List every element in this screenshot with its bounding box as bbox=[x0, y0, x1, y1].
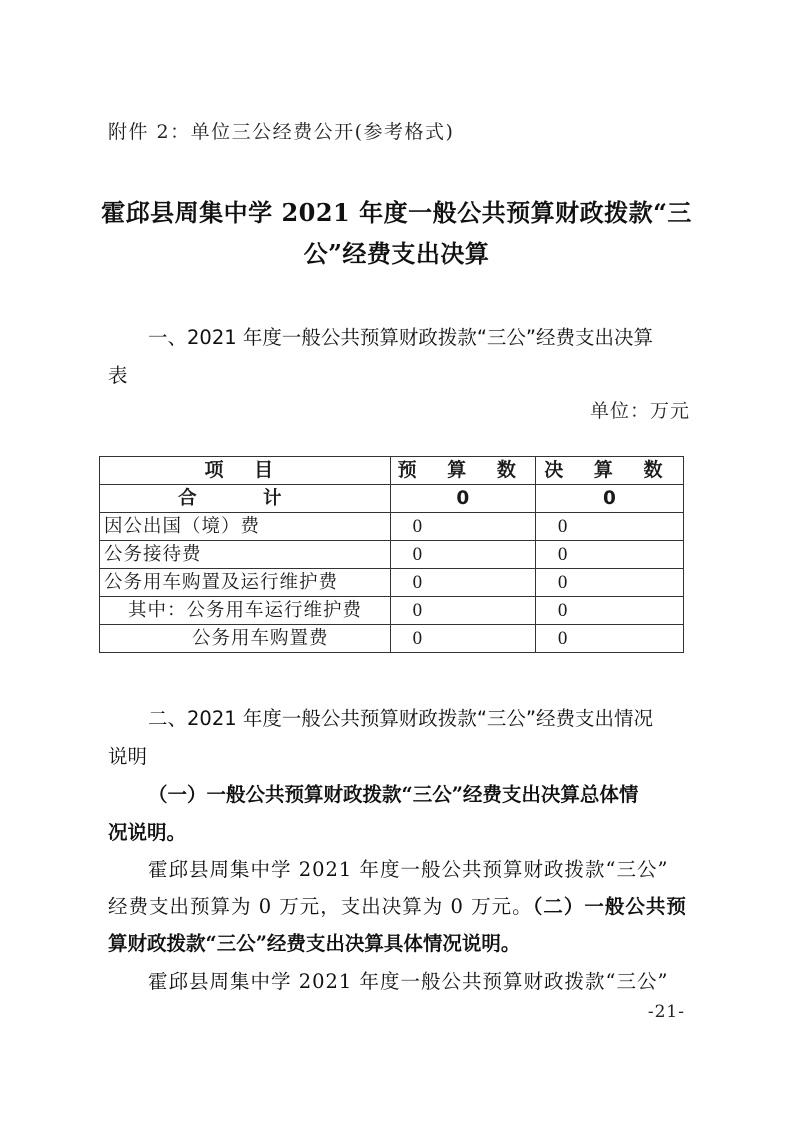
header-final: 决 算 数 bbox=[535, 457, 683, 485]
section1-heading-cont: 表 bbox=[108, 364, 128, 387]
row-budget: 0 bbox=[390, 625, 535, 653]
table-row bbox=[100, 597, 684, 625]
document-title-line2: 公”经费支出决算 bbox=[303, 239, 490, 268]
section1-heading: 一、2021 年度一般公共预算财政拨款“三公”经费支出决算 bbox=[148, 326, 654, 349]
three-public-expenses-table bbox=[99, 456, 684, 653]
total-budget: 0 bbox=[390, 485, 535, 513]
table-row bbox=[100, 625, 684, 653]
header-item: 项 目 bbox=[100, 457, 391, 485]
row-final: 0 bbox=[535, 513, 683, 541]
row-final: 0 bbox=[535, 569, 683, 597]
section2-heading-cont: 说明 bbox=[108, 745, 148, 768]
row-item: 公务用车购置及运行维护费 bbox=[100, 569, 391, 597]
document-title-line1: 霍邱县周集中学 2021 年度一般公共预算财政拨款“三 bbox=[101, 198, 692, 227]
body-paragraph-1-cont bbox=[108, 891, 687, 919]
row-item: 因公出国（境）费 bbox=[100, 513, 391, 541]
section2-heading: 二、2021 年度一般公共预算财政拨款“三公”经费支出情况 bbox=[148, 707, 654, 730]
row-item: 公务接待费 bbox=[100, 541, 391, 569]
budget-summary-text: 经费支出预算为 0 万元，支出决算为 0 万元。 bbox=[108, 895, 533, 918]
row-item: 公务用车购置费 bbox=[100, 625, 391, 653]
row-budget: 0 bbox=[390, 569, 535, 597]
row-budget: 0 bbox=[390, 541, 535, 569]
subsection2-heading-cont: 算财政拨款“三公”经费支出决算具体情况说明。 bbox=[108, 932, 521, 955]
body-paragraph-1: 霍邱县周集中学 2021 年度一般公共预算财政拨款“三公” bbox=[148, 858, 669, 881]
subsection1-heading-cont: 况说明。 bbox=[108, 821, 187, 844]
table-row bbox=[100, 513, 684, 541]
total-label: 合 计 bbox=[100, 485, 391, 513]
unit-label: 单位：万元 bbox=[589, 400, 690, 422]
attachment-heading: 附件 2：单位三公经费公开(参考格式) bbox=[108, 121, 455, 143]
subsection2-heading: （二）一般公共预 bbox=[532, 895, 687, 918]
row-final: 0 bbox=[535, 625, 683, 653]
row-item: 其中：公务用车运行维护费 bbox=[100, 597, 391, 625]
row-budget: 0 bbox=[390, 513, 535, 541]
table-row bbox=[100, 569, 684, 597]
subsection1-heading: （一）一般公共预算财政拨款“三公”经费支出决算总体情 bbox=[148, 783, 639, 806]
table-total-row bbox=[100, 485, 684, 513]
total-final: 0 bbox=[535, 485, 683, 513]
table-row bbox=[100, 541, 684, 569]
header-budget: 预 算 数 bbox=[390, 457, 535, 485]
row-budget: 0 bbox=[390, 597, 535, 625]
table-header-row bbox=[100, 457, 684, 485]
body-paragraph-2: 霍邱县周集中学 2021 年度一般公共预算财政拨款“三公” bbox=[148, 970, 669, 993]
page-number: -21- bbox=[647, 1002, 685, 1022]
row-final: 0 bbox=[535, 597, 683, 625]
row-final: 0 bbox=[535, 541, 683, 569]
